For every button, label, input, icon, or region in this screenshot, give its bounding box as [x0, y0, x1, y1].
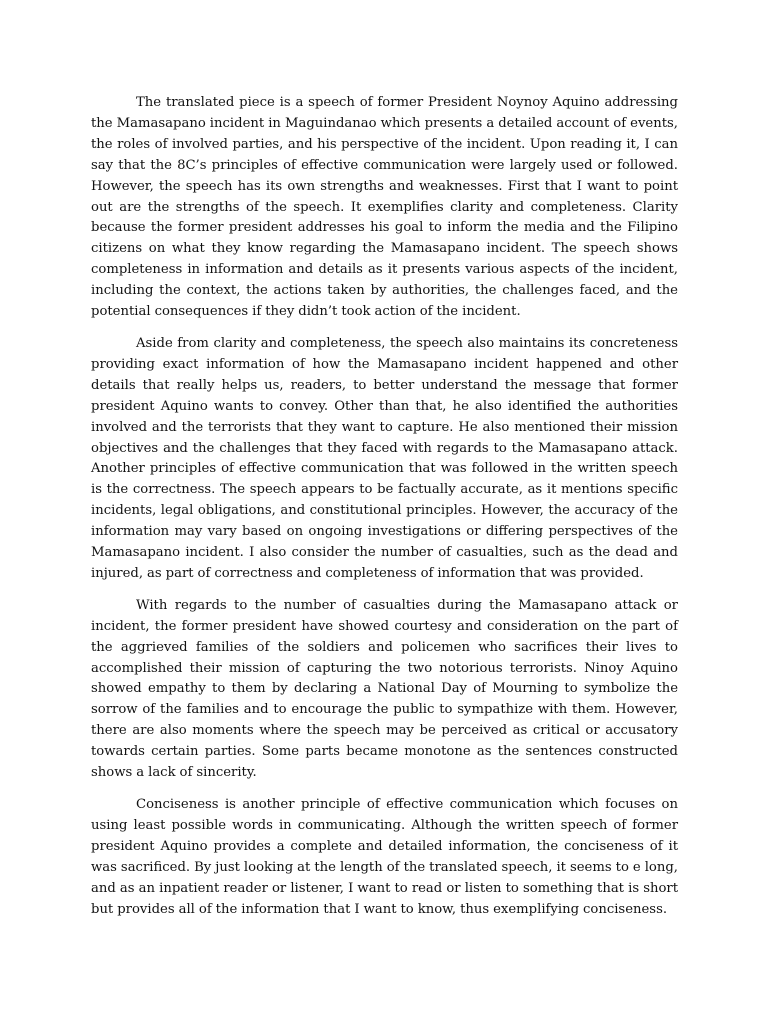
document-page: [91, 93, 678, 931]
paragraph-strengths: The translated piece is a speech of former President Noynoy Aquino addressing the Mamasapano incident in Maguindanao which presents a detailed account of events, the roles of involved parties, and his perspective of the incident. Upon reading it, I can say that the 8C’s principles of effective communication were largely used or followed. However, the speech has its own strengths and weaknesses. First that I want to point out are the strengths of the speech. It exemplifies clarity and completeness. Clarity because the former president addresses his goal to inform the media and the Filipino citizens on what they know regarding the Mamasapano incident. The speech shows completeness in information and details as it presents various aspects of the incident, including the context, the actions taken by authorities, the challenges faced, and the potential consequences if they didn’t took action of the incident.: [91, 95, 678, 320]
paragraph-conciseness: Conciseness is another principle of effective communication which focuses on using least possible words in communicating. Although the written speech of former president Aquino provides a complete and detailed information, the conciseness of it was sacrificed. By just looking at the length of the translated speech, it seems to e long, and as an inpatient reader or listener, I want to read or listen to something that is short but provides all of the information that I want to know, thus exemplifying conciseness.: [91, 797, 678, 917]
paragraph-concreteness-correctness: Aside from clarity and completeness, the speech also maintains its concreteness providing exact information of how the Mamasapano incident happened and other details that really helps us, readers, to better understand the message that former president Aquino wants to convey. Other than that, he also identified the authorities involved and the terrorists that they want to capture. He also mentioned their mission objectives and the challenges that they faced with regards to the Mamasapano attack. Another principles of effective communication that was followed in the written speech is the correctness. The speech appears to be factually accurate, as it mentions specific incidents, legal obligations, and constitutional principles. However, the accuracy of the information may vary based on ongoing investigations or differing perspectives of the Mamasapano incident. I also consider the number of casualties, such as the dead and injured, as part of correctness and completeness of information that was provided.: [91, 335, 678, 581]
paragraph-courtesy-consideration: With regards to the number of casualties during the Mamasapano attack or incident, the former president have showed courtesy and consideration on the part of the aggrieved families of the soldiers and policemen who sacrifices their lives to accomplished their mission of capturing the two notorious terrorists. Ninoy Aquino showed empathy to them by declaring a National Day of Mourning to symbolize the sorrow of the families and to encourage the public to sympathize with them. However, there are also moments where the speech may be perceived as critical or accusatory towards certain parties. Some parts became monotone as the sentences constructed shows a lack of sincerity.: [91, 597, 678, 781]
